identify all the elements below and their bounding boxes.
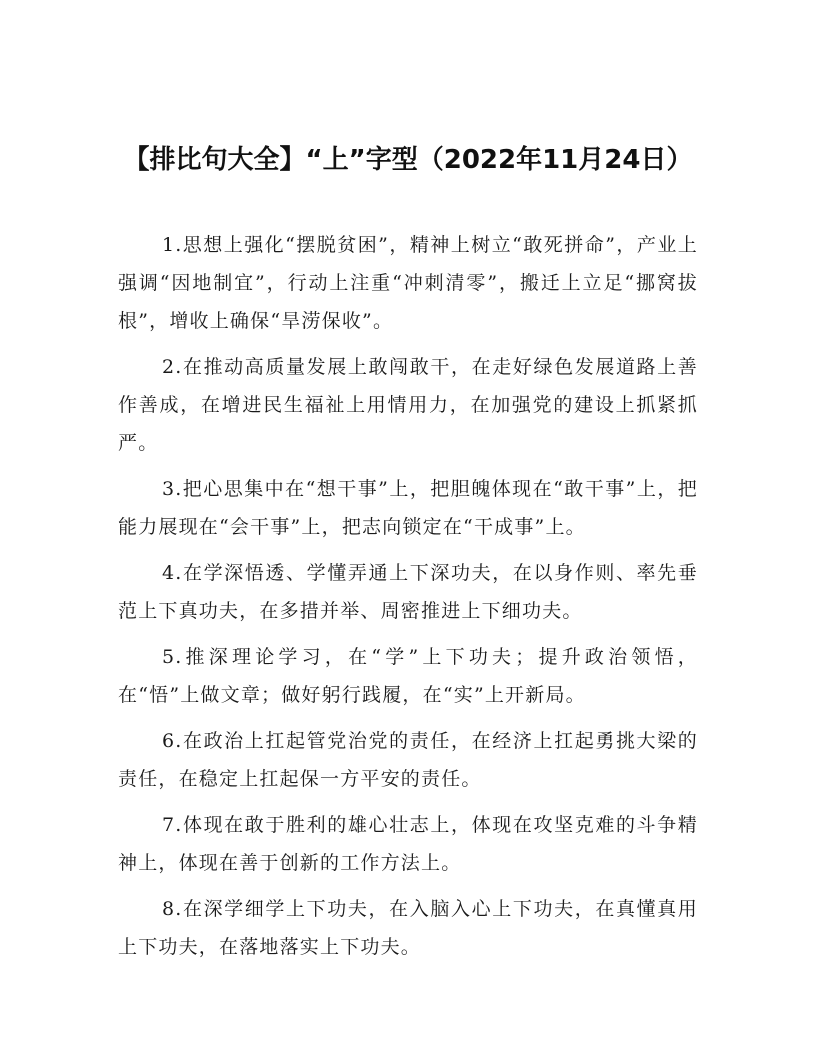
paragraph-3: 3.把心思集中在“想干事”上，把胆魄体现在“敢干事”上，把能力展现在“会干事”上，把志向锁定在“干成事”上。: [118, 478, 698, 538]
paragraph-1: 1.思想上强化“摆脱贫困”，精神上树立“敢死拼命”，产业上强调“因地制宜”，行动上注重“冲刺清零”，搬迁上立足“挪窝拔根”，增收上确保“旱涝保收”。: [118, 234, 698, 332]
paragraph-7: 7.体现在敢于胜利的雄心壮志上，体现在攻坚克难的斗争精神上，体现在善于创新的工作方法上。: [118, 814, 698, 874]
paragraph-8: 8.在深学细学上下功夫，在入脑入心上下功夫，在真懂真用上下功夫，在落地落实上下功夫。: [118, 898, 698, 958]
document-body: [118, 226, 698, 974]
paragraph-2: 2.在推动高质量发展上敢闯敢干，在走好绿色发展道路上善作善成，在增进民生福祉上用情用力，在加强党的建设上抓紧抓严。: [118, 356, 698, 454]
paragraph-5: 5.推深理论学习，在“学”上下功夫；提升政治领悟，在“悟”上做文章；做好躬行践履，在“实”上开新局。: [118, 646, 698, 706]
paragraph-6: 6.在政治上扛起管党治党的责任，在经济上扛起勇挑大梁的责任，在稳定上扛起保一方平安的责任。: [118, 730, 698, 790]
document-title: 【排比句大全】“上”字型（2022年11月24日）: [123, 145, 693, 175]
paragraph-4: 4.在学深悟透、学懂弄通上下深功夫，在以身作则、率先垂范上下真功夫，在多措并举、周密推进上下细功夫。: [118, 562, 698, 622]
